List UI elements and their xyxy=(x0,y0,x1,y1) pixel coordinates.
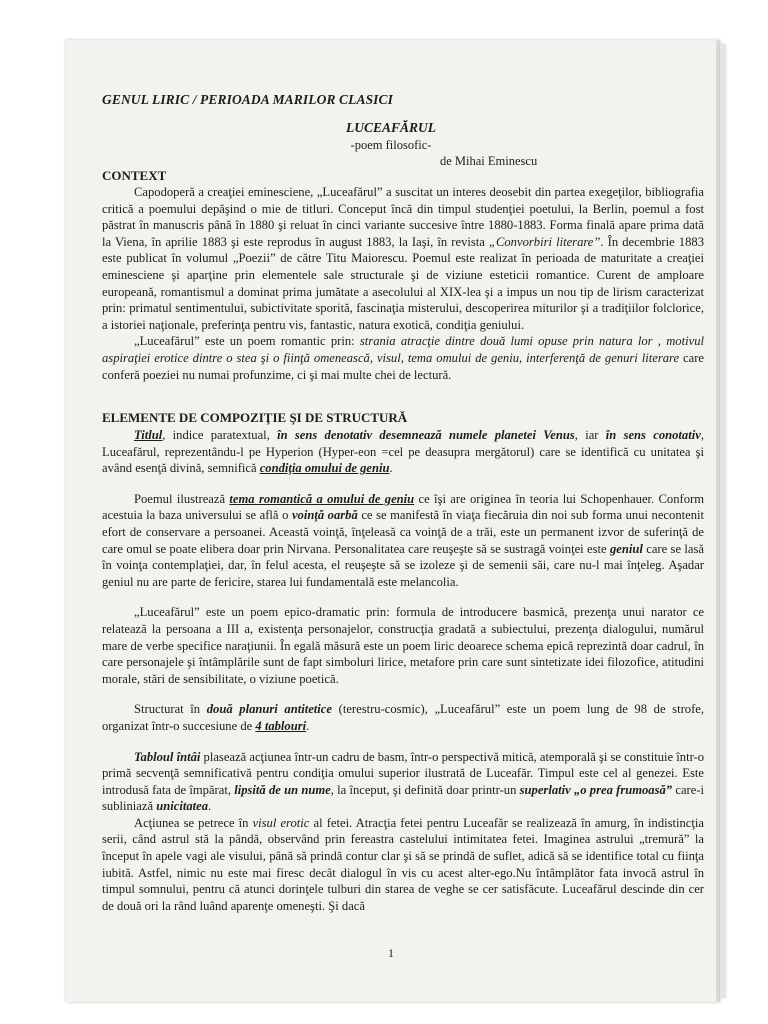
context-heading: CONTEXT xyxy=(102,168,167,183)
composition-section xyxy=(102,427,704,914)
poem-author: de Mihai Eminescu xyxy=(440,154,538,168)
poem-title: LUCEAFĂRUL xyxy=(345,120,437,135)
context-paragraph-1: Capodoperă a creaţiei eminesciene, „Luceafărul” a suscitat un interes deosebit din partea exegeţilor, bibliografia critică a poemului depăşind o mie de titluri. Conceput încă din timpul studenţiei poetului, la Berlin, poemul a fost păstrat în manuscris până în 1880 şi reluat în cinci variante succesive între 1880-1883. Forma finală apare prima dată la Viena, în aprilie 1883 şi este reprodus în august 1883, la Iaşi, în revista „Convorbiri literare”. În decembrie 1883 este publicat în volumul „Poezii” de către Titu Maiorescu. Poemul este realizat în perioada de maturitate a creaţiei eminesciene şi aparţine prin elementele sale structurale şi de viziune esteticii romantice. Curent de amploare europeană, romantismul a dominat prima jumătate a asecolului al XIX-lea şi a impus un nou tip de lirism caracterizat prin: primatul sentimentului, subictivitate sporită, fascinaţia misterului, descoperirea miturilor şi a tradiţiilor folclorice, a istoriei naţionale, preferinţa pentru vis, fantastic, natura exotică, condiţia geniului. xyxy=(102,185,704,332)
document-page xyxy=(66,40,720,1002)
tema-paragraph: Poemul ilustrează tema romantică a omului de geniu ce îşi are originea în teoria lui Schopenhauer. Conform acestuia la baza universului se află o voinţă oarbă ce se manifestă în viaţa fiecăruia din noi sub forma unui necontenit efort de conservare a persoanei. Această voinţă, înţeleasă ca voinţă de a trăi, este un permanent izvor de suferinţă de care omul se poate elibera doar prin Nirvana. Personalitatea care reuşeşte să se sustragă voinţei este geniul care se lasă în voinţa contemplaţiei, dar, în felul acesta, el reuşeşte să se izoleze şi de semenii săi, care nu-l mai înţeleg. Aşadar geniul nu are parte de fericire, starea lui fundamentală este melancolia. xyxy=(102,491,705,589)
vis-paragraph: Acţiunea se petrece în visul erotic al fetei. Atracţia fetei pentru Luceafăr se realizează în amurg, în indistincţia serii, când astrul stă la pândă, observând prin fereastra castelului intimitatea fetei. Imaginea astrului „tremură” la început în apele vagi ale visului, până să prindă contur clar şi să se prindă de suflet, adică să se identifice total cu fiinţa iubită. Astfel, nimic nu este mai firesc decât dialogul în vis cu acest alter-ego.Nu întâmplător fata invocă astrul în timpul somnului, pentru că atunci dorinţele tulburi din starea de veghe se cer satisfăcute. Luceafărul descinde din cer de două ori la rând luând aparenţe omeneşti. Şi dacă xyxy=(102,815,704,913)
page-header: GENUL LIRIC / PERIOADA MARILOR CLASICI xyxy=(102,92,393,107)
composition-heading: ELEMENTE DE COMPOZIŢIE ŞI DE STRUCTURĂ xyxy=(102,410,408,425)
context-section xyxy=(102,184,704,383)
page-number: 1 xyxy=(388,946,394,960)
titlu-paragraph: Titlul, indice paratextual, în sens denotativ desemnează numele planetei Venus, iar în sens conotativ, Luceafărul, reprezentându-l pe Hyperion (Hyper-eon =cel pe deasupra mergătorul) care se identifică cu unitatea şi având esenţă divină, semnifică condiţia omului de geniu. xyxy=(102,428,704,476)
structure-paragraph: Structurat în două planuri antitetice (terestru-cosmic), „Luceafărul” este un poem lung de 98 de strofe, organizat într-o succesiune de 4 tablouri. xyxy=(102,702,705,733)
poem-subtitle: -poem filosofic- xyxy=(350,138,432,152)
context-paragraph-2: „Luceafărul” este un poem romantic prin: strania atracţie dintre două lumi opuse prin natura lor , motivul aspiraţiei erotice dintre o stea şi o fiinţă omenească, visul, tema omului de geniu, interferenţă de genuri literare care conferă poeziei nu numai profunzime, ci şi mai multe chei de lectură. xyxy=(102,334,704,382)
tablou-paragraph: Tabloul întâi plasează acţiunea într-un cadru de basm, într-o perspectivă mitică, atemporală şi se constituie într-o primă secvenţă semnificativă pentru condiţia omului superior ilustrată de Luceafăr. Timpul este cel al genezei. Este introdusă fata de împărat, lipsită de un nume, la început, şi definită doar printr-un superlativ „o prea frumoasă” care-i subliniază unicitatea. xyxy=(102,749,705,814)
epic-dramatic-paragraph: „Luceafărul” este un poem epico-dramatic prin: formula de introducere basmică, prezenţa unui narator ce relatează la persoana a III a, existenţa personajelor, construcţia gradată a subiectului, prezenţa dialogului, numărul mare de verbe specifice naraţiunii. În egală măsură este un poem liric deoarece schema epică reprezintă doar cadrul, în care personajele şi întâmplările sunt de fapt simboluri lirice, metafore prin care sunt sintetizate idei filozofice, atitudini morale, stări de sensibilitate, o viziune poetică. xyxy=(102,605,704,686)
